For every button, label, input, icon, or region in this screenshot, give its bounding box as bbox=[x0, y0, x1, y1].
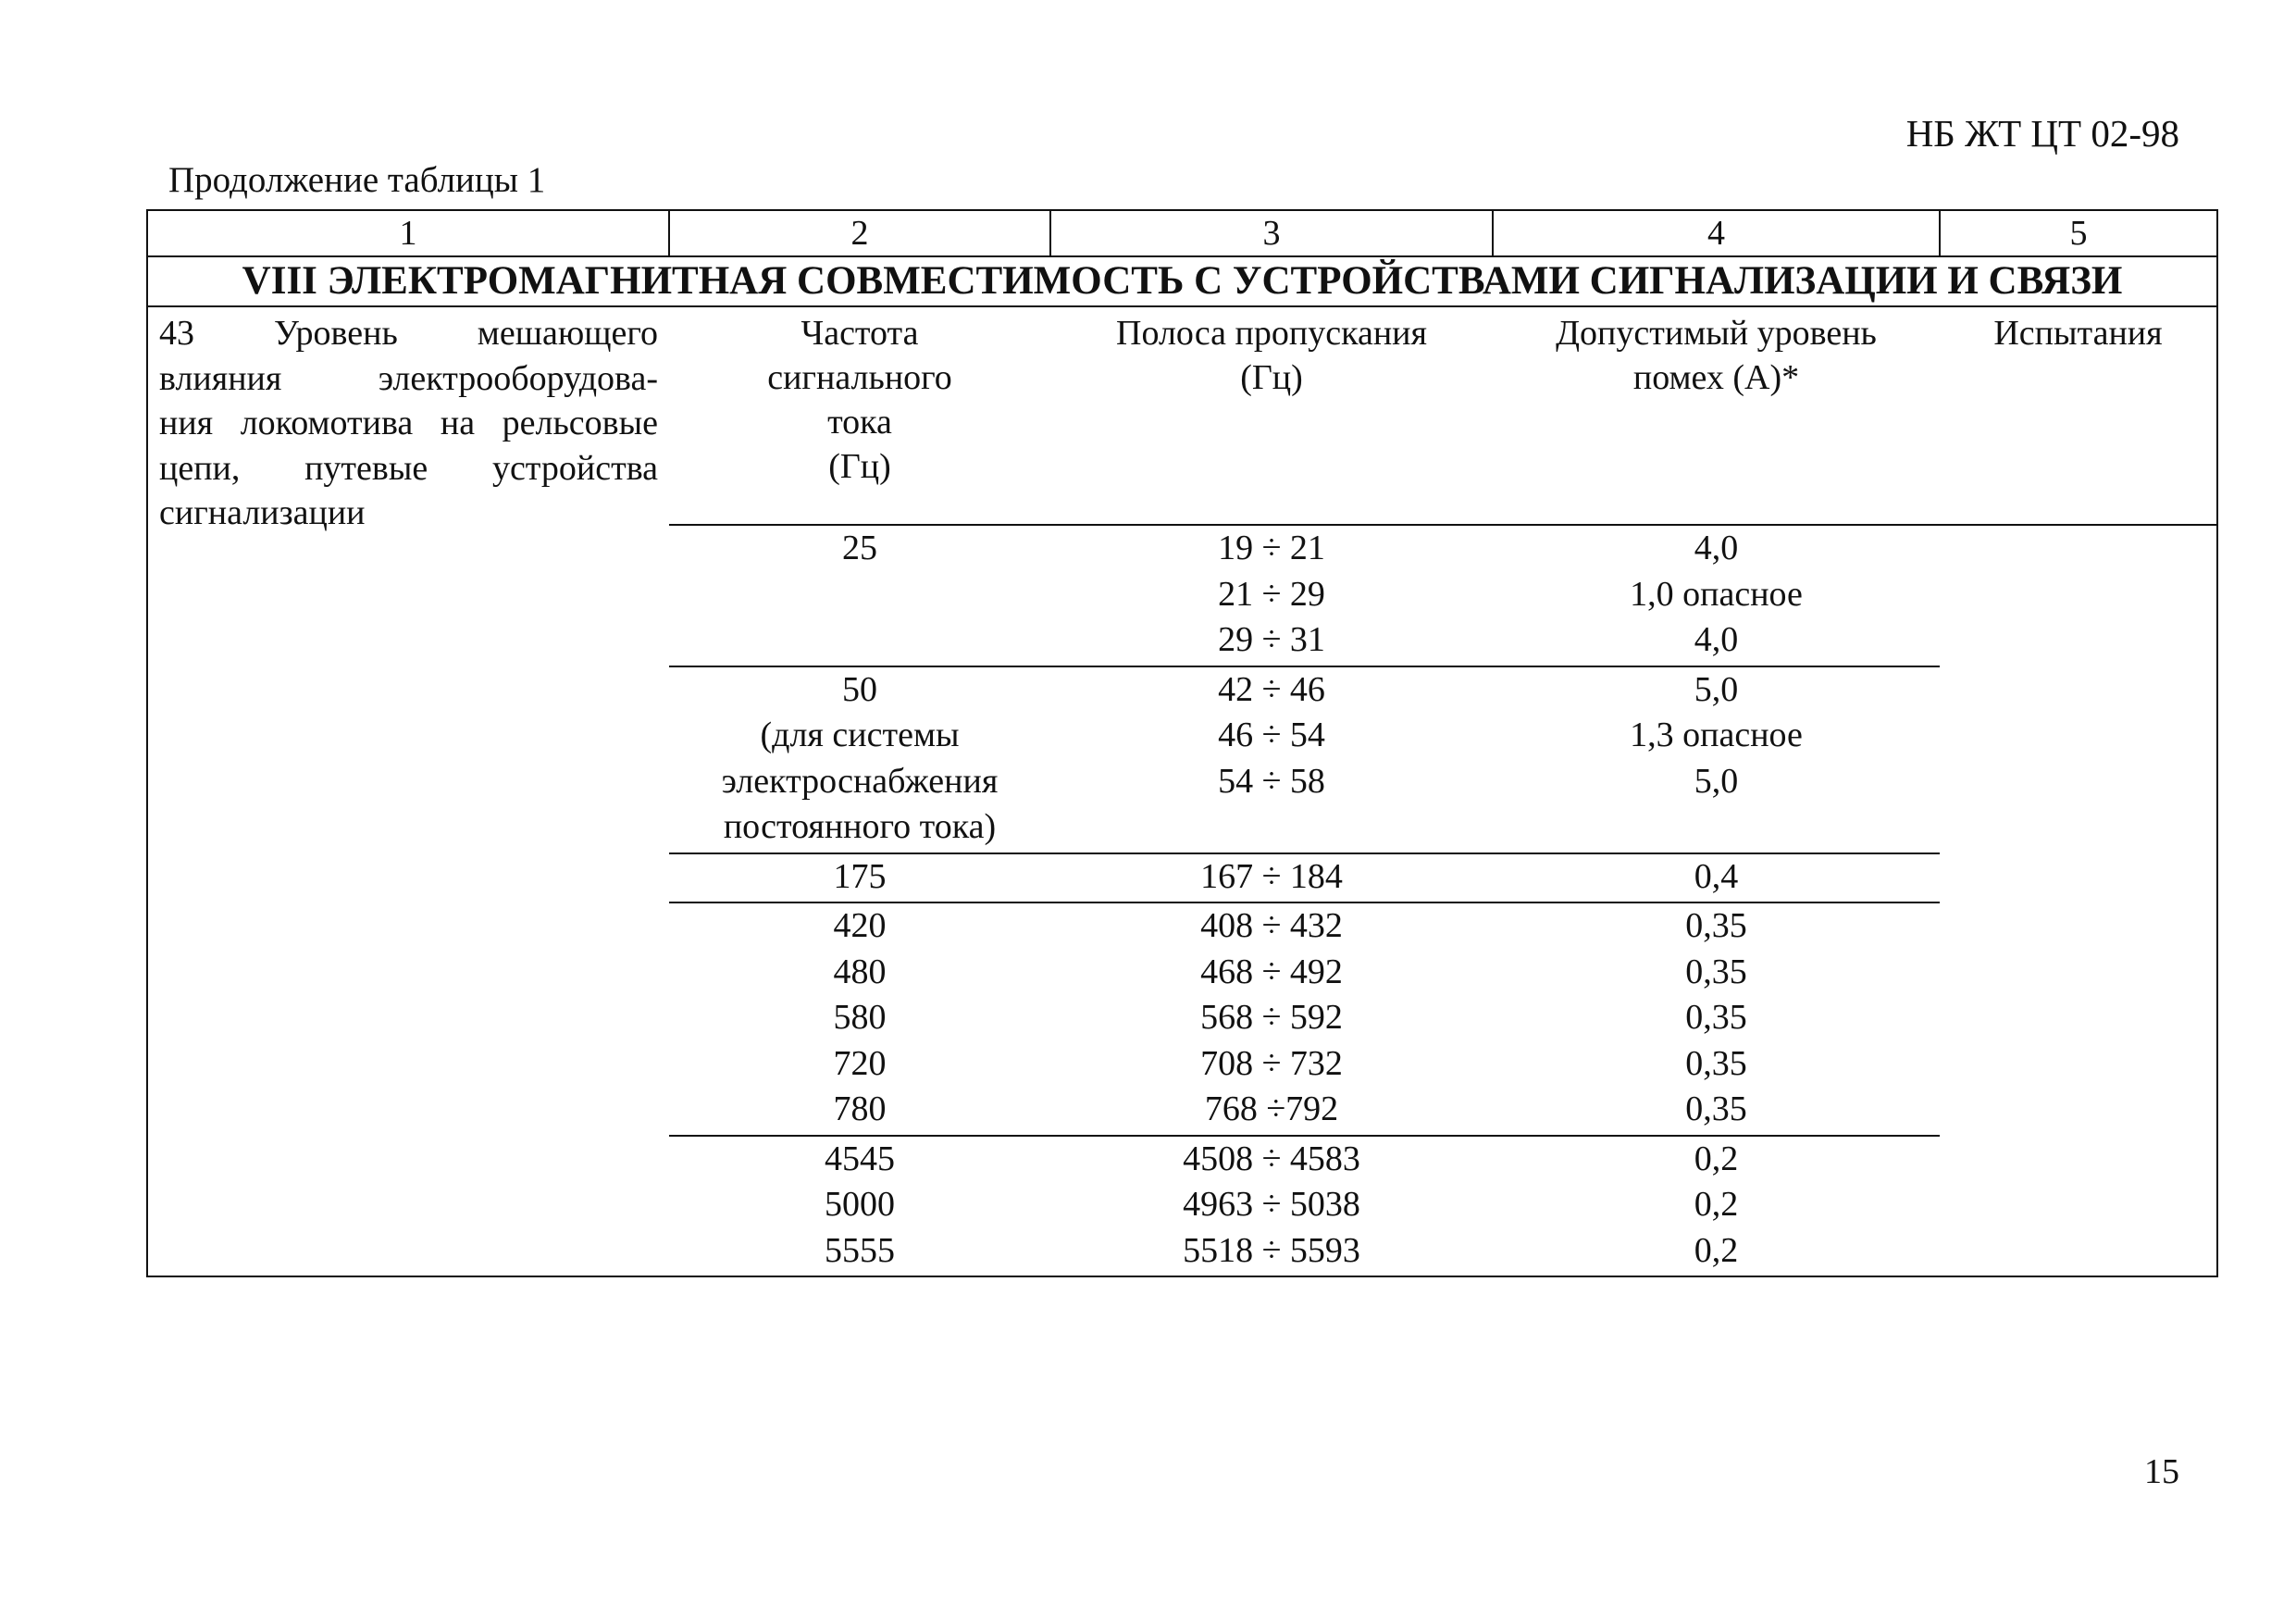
item-line: цепи, путевые устройства bbox=[159, 448, 658, 488]
allowed-level bbox=[1493, 525, 1940, 666]
interference-level-header bbox=[1493, 306, 1940, 525]
level-value: 0,2 bbox=[1694, 1230, 1739, 1270]
section-row bbox=[147, 256, 2217, 306]
signal-frequency bbox=[669, 525, 1050, 666]
header-line: помех (А)* bbox=[1632, 358, 1800, 397]
header-line: тока bbox=[827, 403, 892, 442]
item-line: 43 Уровень мешающего bbox=[159, 314, 658, 353]
item-line: влияния электрооборудова- bbox=[159, 358, 658, 398]
passband bbox=[1050, 525, 1493, 666]
band-value: 408 ÷ 432 bbox=[1200, 906, 1343, 945]
column-number: 5 bbox=[1940, 210, 2217, 256]
level-value: 0,35 bbox=[1685, 906, 1747, 945]
allowed-level bbox=[1493, 1136, 1940, 1277]
level-value: 0,4 bbox=[1694, 856, 1739, 896]
band-value: 167 ÷ 184 bbox=[1200, 856, 1343, 896]
band-value: 19 ÷ 21 bbox=[1218, 529, 1325, 567]
band-value: 5518 ÷ 5593 bbox=[1183, 1230, 1360, 1270]
header-line: (Гц) bbox=[828, 447, 891, 486]
frequency-value: 5000 bbox=[825, 1185, 895, 1224]
signal-frequency bbox=[669, 1136, 1050, 1277]
column-number: 4 bbox=[1493, 210, 1940, 256]
frequency-value: 25 bbox=[842, 529, 877, 567]
band-value: 42 ÷ 46 bbox=[1218, 669, 1325, 709]
column-number-row bbox=[147, 210, 2217, 256]
frequency-value: (для системы bbox=[760, 716, 960, 754]
band-value: 29 ÷ 31 bbox=[1218, 620, 1325, 659]
item-line: ния локомотива на рельсовые bbox=[159, 404, 658, 442]
frequency-value: 720 bbox=[833, 1043, 887, 1083]
level-value: 4,0 bbox=[1694, 529, 1739, 567]
frequency-value: 480 bbox=[833, 952, 887, 991]
header-line: Частота bbox=[800, 314, 919, 353]
frequency-value: постоянного тока) bbox=[723, 807, 997, 846]
band-value: 46 ÷ 54 bbox=[1218, 716, 1325, 754]
subheader-row bbox=[147, 306, 2217, 525]
frequency-value: 4545 bbox=[825, 1139, 895, 1178]
header-line: сигнального bbox=[767, 358, 952, 397]
level-value: 1,3 опасное bbox=[1630, 716, 1803, 754]
item-line: сигнализации bbox=[159, 493, 366, 532]
header-line: Допустимый уровень bbox=[1556, 314, 1877, 353]
level-value: 0,35 bbox=[1685, 1089, 1747, 1128]
requirements-table bbox=[146, 209, 2218, 1277]
column-number: 1 bbox=[147, 210, 669, 256]
level-value: 1,0 опасное bbox=[1630, 574, 1803, 614]
frequency-value: 580 bbox=[833, 998, 887, 1037]
frequency-value: электроснабжения bbox=[721, 761, 999, 801]
band-value: 21 ÷ 29 bbox=[1218, 574, 1325, 614]
level-value: 5,0 bbox=[1694, 761, 1739, 801]
allowed-level bbox=[1493, 666, 1940, 853]
header-line: (Гц) bbox=[1240, 358, 1303, 397]
passband bbox=[1050, 902, 1493, 1136]
band-value: 4963 ÷ 5038 bbox=[1183, 1185, 1360, 1224]
tests-header bbox=[1940, 306, 2217, 525]
level-value: 0,35 bbox=[1685, 998, 1747, 1037]
level-value: 4,0 bbox=[1694, 620, 1739, 659]
table-caption: Продолжение таблицы 1 bbox=[168, 160, 546, 200]
level-value: 0,35 bbox=[1685, 1043, 1747, 1083]
tests-cell bbox=[1940, 525, 2217, 1276]
level-value: 0,35 bbox=[1685, 952, 1747, 991]
signal-frequency bbox=[669, 902, 1050, 1136]
level-value: 0,2 bbox=[1694, 1139, 1739, 1178]
document-code: НБ ЖТ ЦТ 02-98 bbox=[1905, 112, 2179, 155]
level-value: 5,0 bbox=[1694, 669, 1739, 709]
frequency-value: 50 bbox=[842, 669, 877, 709]
header-line: Полоса пропускания bbox=[1116, 314, 1427, 353]
allowed-level bbox=[1493, 853, 1940, 903]
band-value: 768 ÷792 bbox=[1204, 1089, 1339, 1128]
band-value: 4508 ÷ 4583 bbox=[1183, 1139, 1360, 1178]
column-number: 2 bbox=[669, 210, 1050, 256]
frequency-value: 5555 bbox=[825, 1230, 895, 1270]
frequency-value: 175 bbox=[833, 856, 887, 896]
header-line: Испытания bbox=[1993, 314, 2163, 353]
allowed-level bbox=[1493, 902, 1940, 1136]
band-value: 568 ÷ 592 bbox=[1200, 998, 1343, 1037]
bandwidth-header bbox=[1050, 306, 1493, 525]
level-value: 0,2 bbox=[1694, 1185, 1739, 1224]
signal-frequency bbox=[669, 853, 1050, 903]
passband bbox=[1050, 853, 1493, 903]
page-number: 15 bbox=[2144, 1452, 2179, 1491]
signal-frequency bbox=[669, 666, 1050, 853]
item-description bbox=[147, 306, 669, 1276]
band-value: 54 ÷ 58 bbox=[1218, 761, 1325, 801]
band-value: 708 ÷ 732 bbox=[1200, 1043, 1343, 1083]
frequency-value: 420 bbox=[833, 906, 887, 945]
section-title: VIII ЭЛЕКТРОМАГНИТНАЯ СОВМЕСТИМОСТЬ С УСТРОЙСТВАМИ СИГНАЛИЗАЦИИ И СВЯЗИ bbox=[147, 256, 2217, 306]
column-number: 3 bbox=[1050, 210, 1493, 256]
frequency-header bbox=[669, 306, 1050, 525]
passband bbox=[1050, 666, 1493, 853]
frequency-value: 780 bbox=[833, 1089, 887, 1128]
passband bbox=[1050, 1136, 1493, 1277]
band-value: 468 ÷ 492 bbox=[1200, 952, 1343, 991]
